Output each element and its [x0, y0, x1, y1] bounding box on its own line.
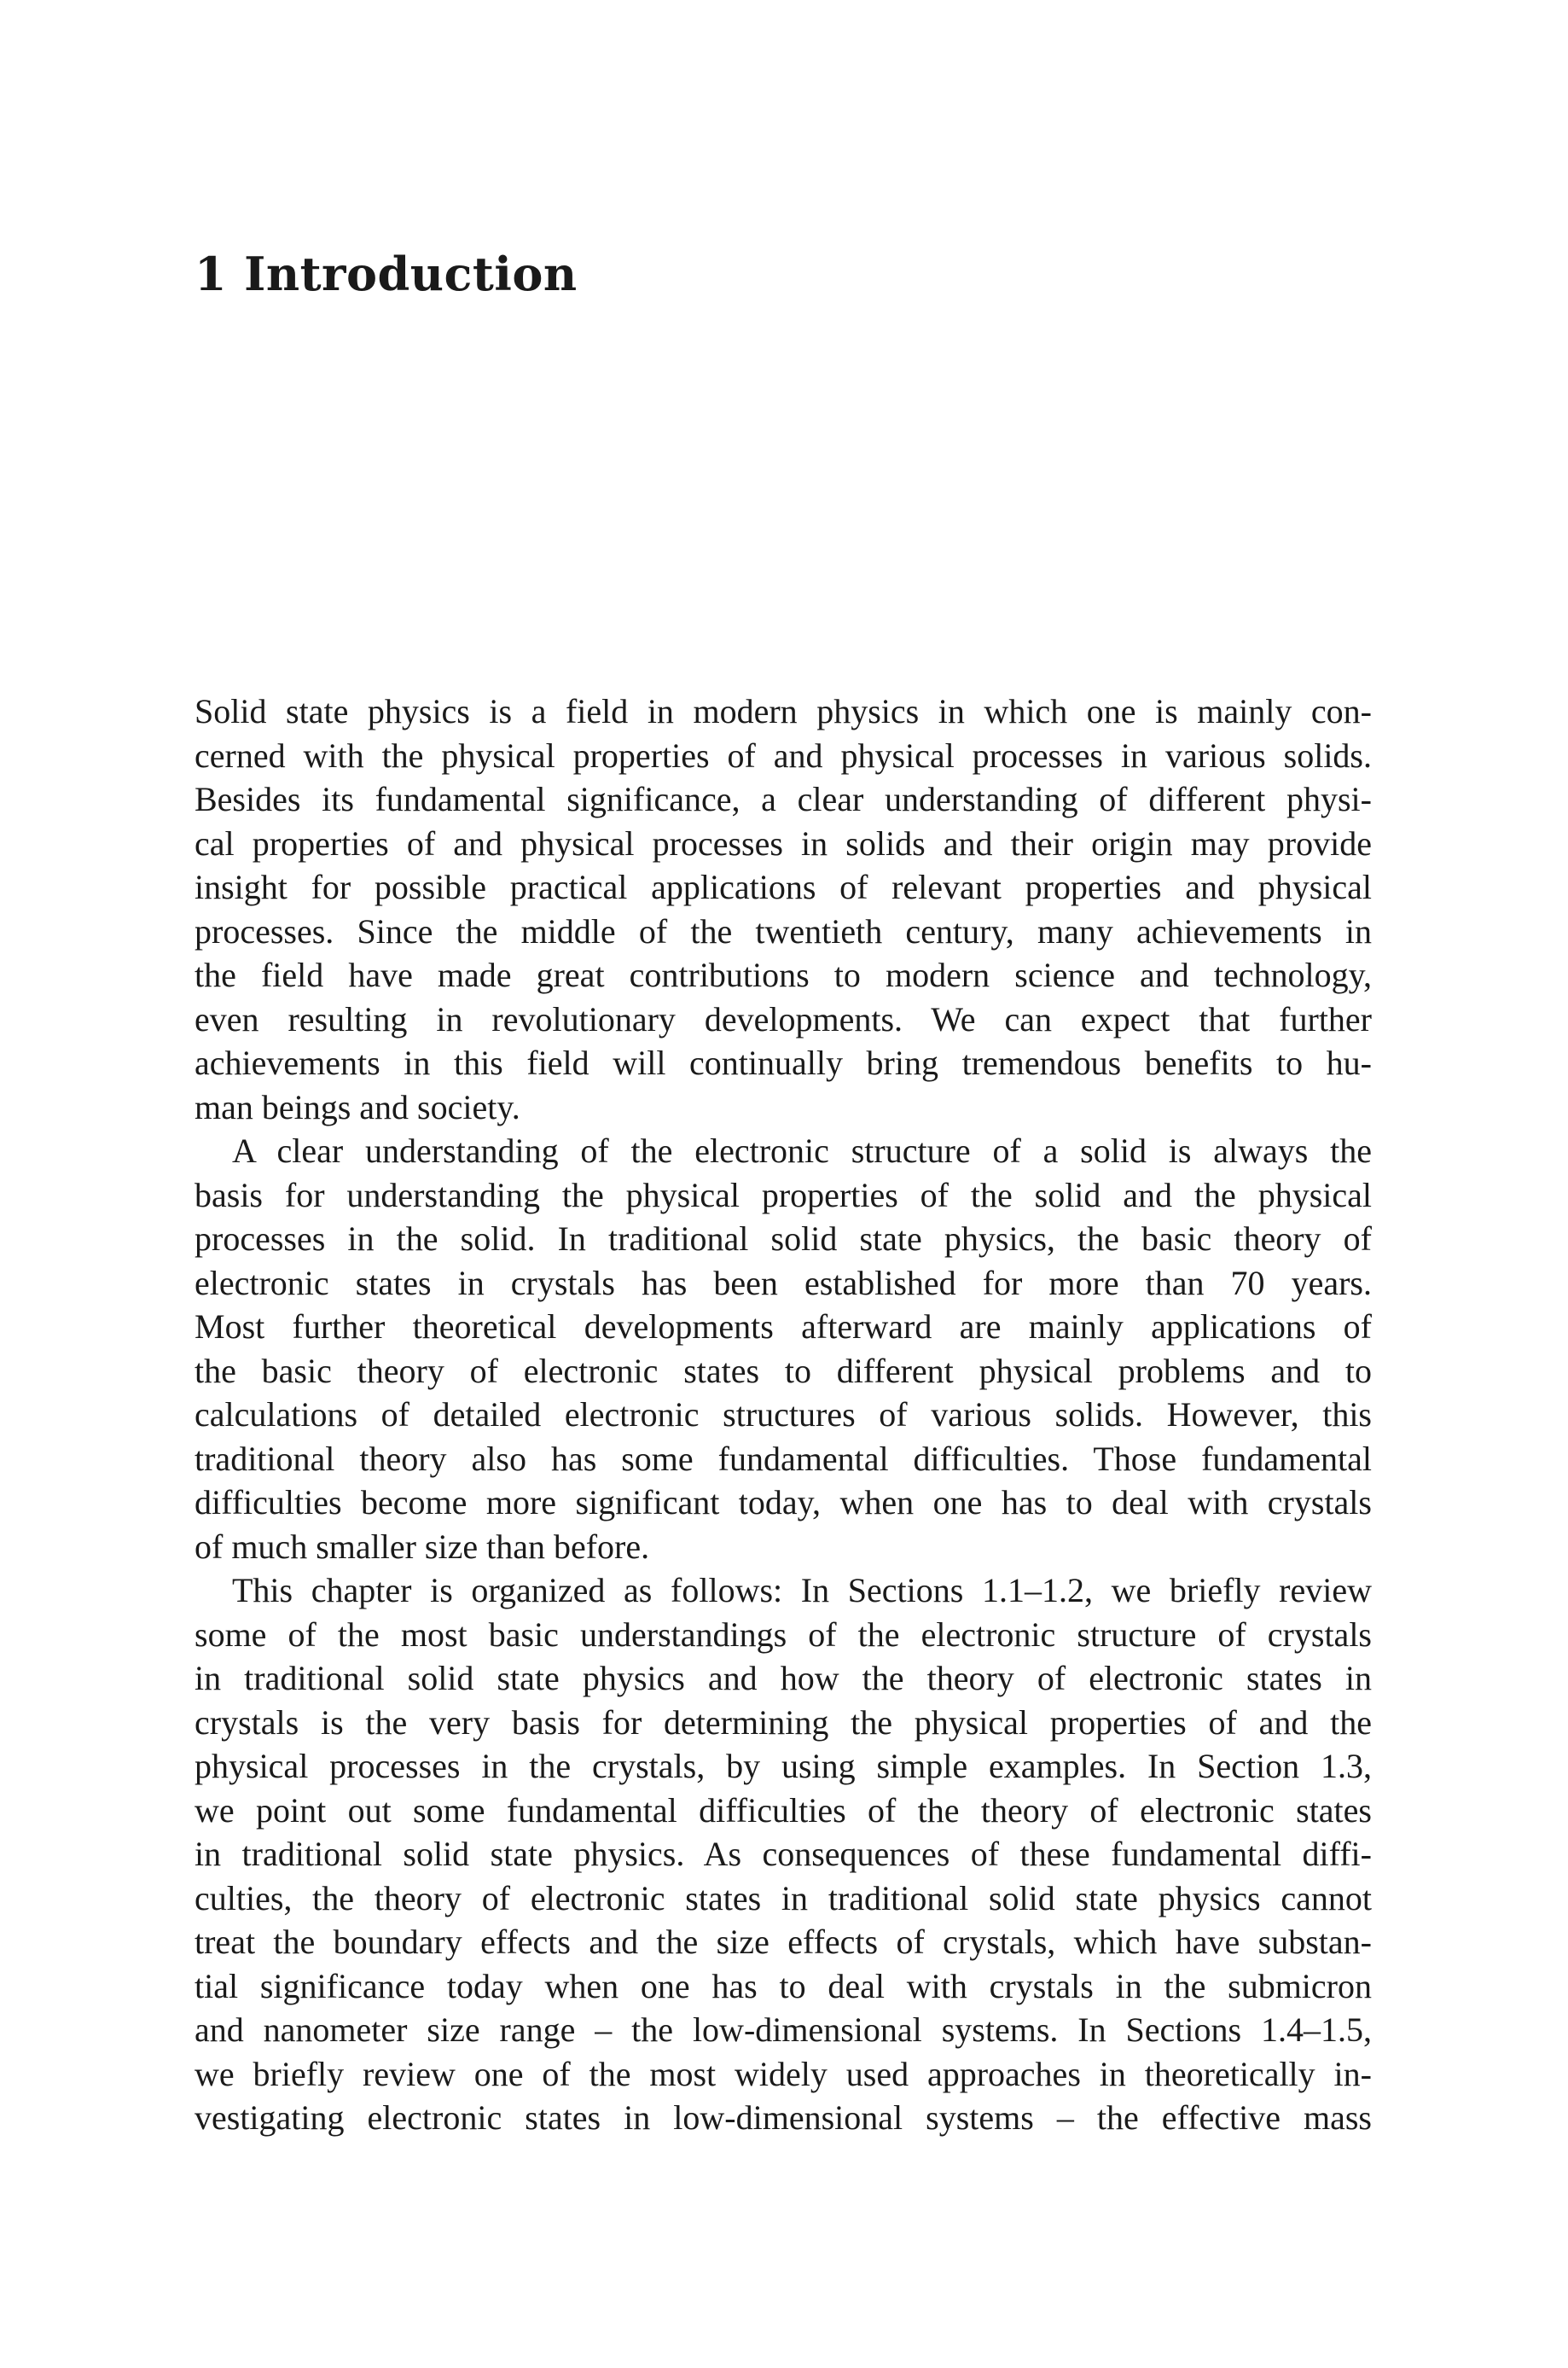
text-line: difficulties become more significant today, when one has to deal with crystals — [195, 1483, 1372, 1521]
text-line: tial significance today when one has to deal with crystals in the submicron — [195, 1966, 1372, 2005]
text-line: vestigating electronic states in low-dimensional systems – the effective mass — [195, 2098, 1372, 2137]
chapter-number: 1 — [195, 247, 228, 301]
text-line: basis for understanding the physical properties of the solid and the physical — [195, 1175, 1372, 1214]
text-line: culties, the theory of electronic states in traditional solid state physics cannot — [195, 1878, 1372, 1917]
text-line: Besides its fundamental significance, a clear understanding of different physi- — [195, 780, 1372, 818]
text-line: we briefly review one of the most widely used approaches in theoretically in- — [195, 2054, 1372, 2093]
text-line: the basic theory of electronic states to different physical problems and to — [195, 1351, 1372, 1390]
text-line: A clear understanding of the electronic structure of a solid is always the — [232, 1132, 1372, 1170]
text-line: achievements in this field will continually bring tremendous benefits to hu- — [195, 1044, 1372, 1082]
text-line: in traditional solid state physics. As consequences of these fundamental diffi- — [195, 1835, 1372, 1873]
text-line: in traditional solid state physics and how the theory of electronic states in — [195, 1659, 1372, 1697]
text-line: treat the boundary effects and the size effects of crystals, which have substan- — [195, 1923, 1372, 1961]
text-line: the field have made great contributions to modern science and technology, — [195, 956, 1372, 994]
text-line: processes. Since the middle of the twentieth century, many achievements in — [195, 911, 1372, 951]
text-line: and nanometer size range – the low-dimensional systems. In Sections 1.4–1.5, — [195, 2010, 1372, 2049]
text-line: some of the most basic understandings of the electronic structure of crystals — [195, 1615, 1372, 1654]
paragraph-1 — [195, 689, 1372, 1129]
chapter-body — [195, 689, 1372, 2140]
text-line: crystals is the very basis for determining the physical properties of and the — [195, 1702, 1372, 1742]
paragraph-3 — [195, 1568, 1372, 2140]
text-line: electronic states in crystals has been established for more than 70 years. — [195, 1263, 1372, 1302]
chapter-title — [195, 249, 578, 300]
text-line: cerned with the physical properties of and physical processes in various solids. — [195, 736, 1372, 775]
text-line: of much smaller size than before. — [195, 1527, 650, 1566]
text-line: calculations of detailed electronic structures of various solids. However, this — [195, 1395, 1372, 1434]
paragraph-2 — [195, 1129, 1372, 1568]
text-line: This chapter is organized as follows: In Sections 1.1–1.2, we briefly review — [232, 1571, 1372, 1609]
text-line: processes in the solid. In traditional solid state physics, the basic theory of — [195, 1219, 1372, 1258]
text-line: Most further theoretical developments afterward are mainly applications of — [195, 1307, 1372, 1346]
text-line: Solid state physics is a field in modern physics in which one is mainly con- — [195, 692, 1372, 730]
text-line: cal properties of and physical processes in solids and their origin may provide — [195, 823, 1372, 863]
chapter-title-text: Introduction — [244, 247, 578, 301]
text-line: even resulting in revolutionary developments. We can expect that further — [195, 999, 1372, 1039]
text-line: physical processes in the crystals, by using simple examples. In Section 1.3, — [195, 1747, 1372, 1785]
text-line: man beings and society. — [195, 1087, 520, 1126]
text-line: traditional theory also has some fundamental difficulties. Those fundamental — [195, 1439, 1372, 1478]
text-line: we point out some fundamental difficulties of the theory of electronic states — [195, 1790, 1372, 1830]
text-line: insight for possible practical applications of relevant properties and physical — [195, 868, 1372, 906]
